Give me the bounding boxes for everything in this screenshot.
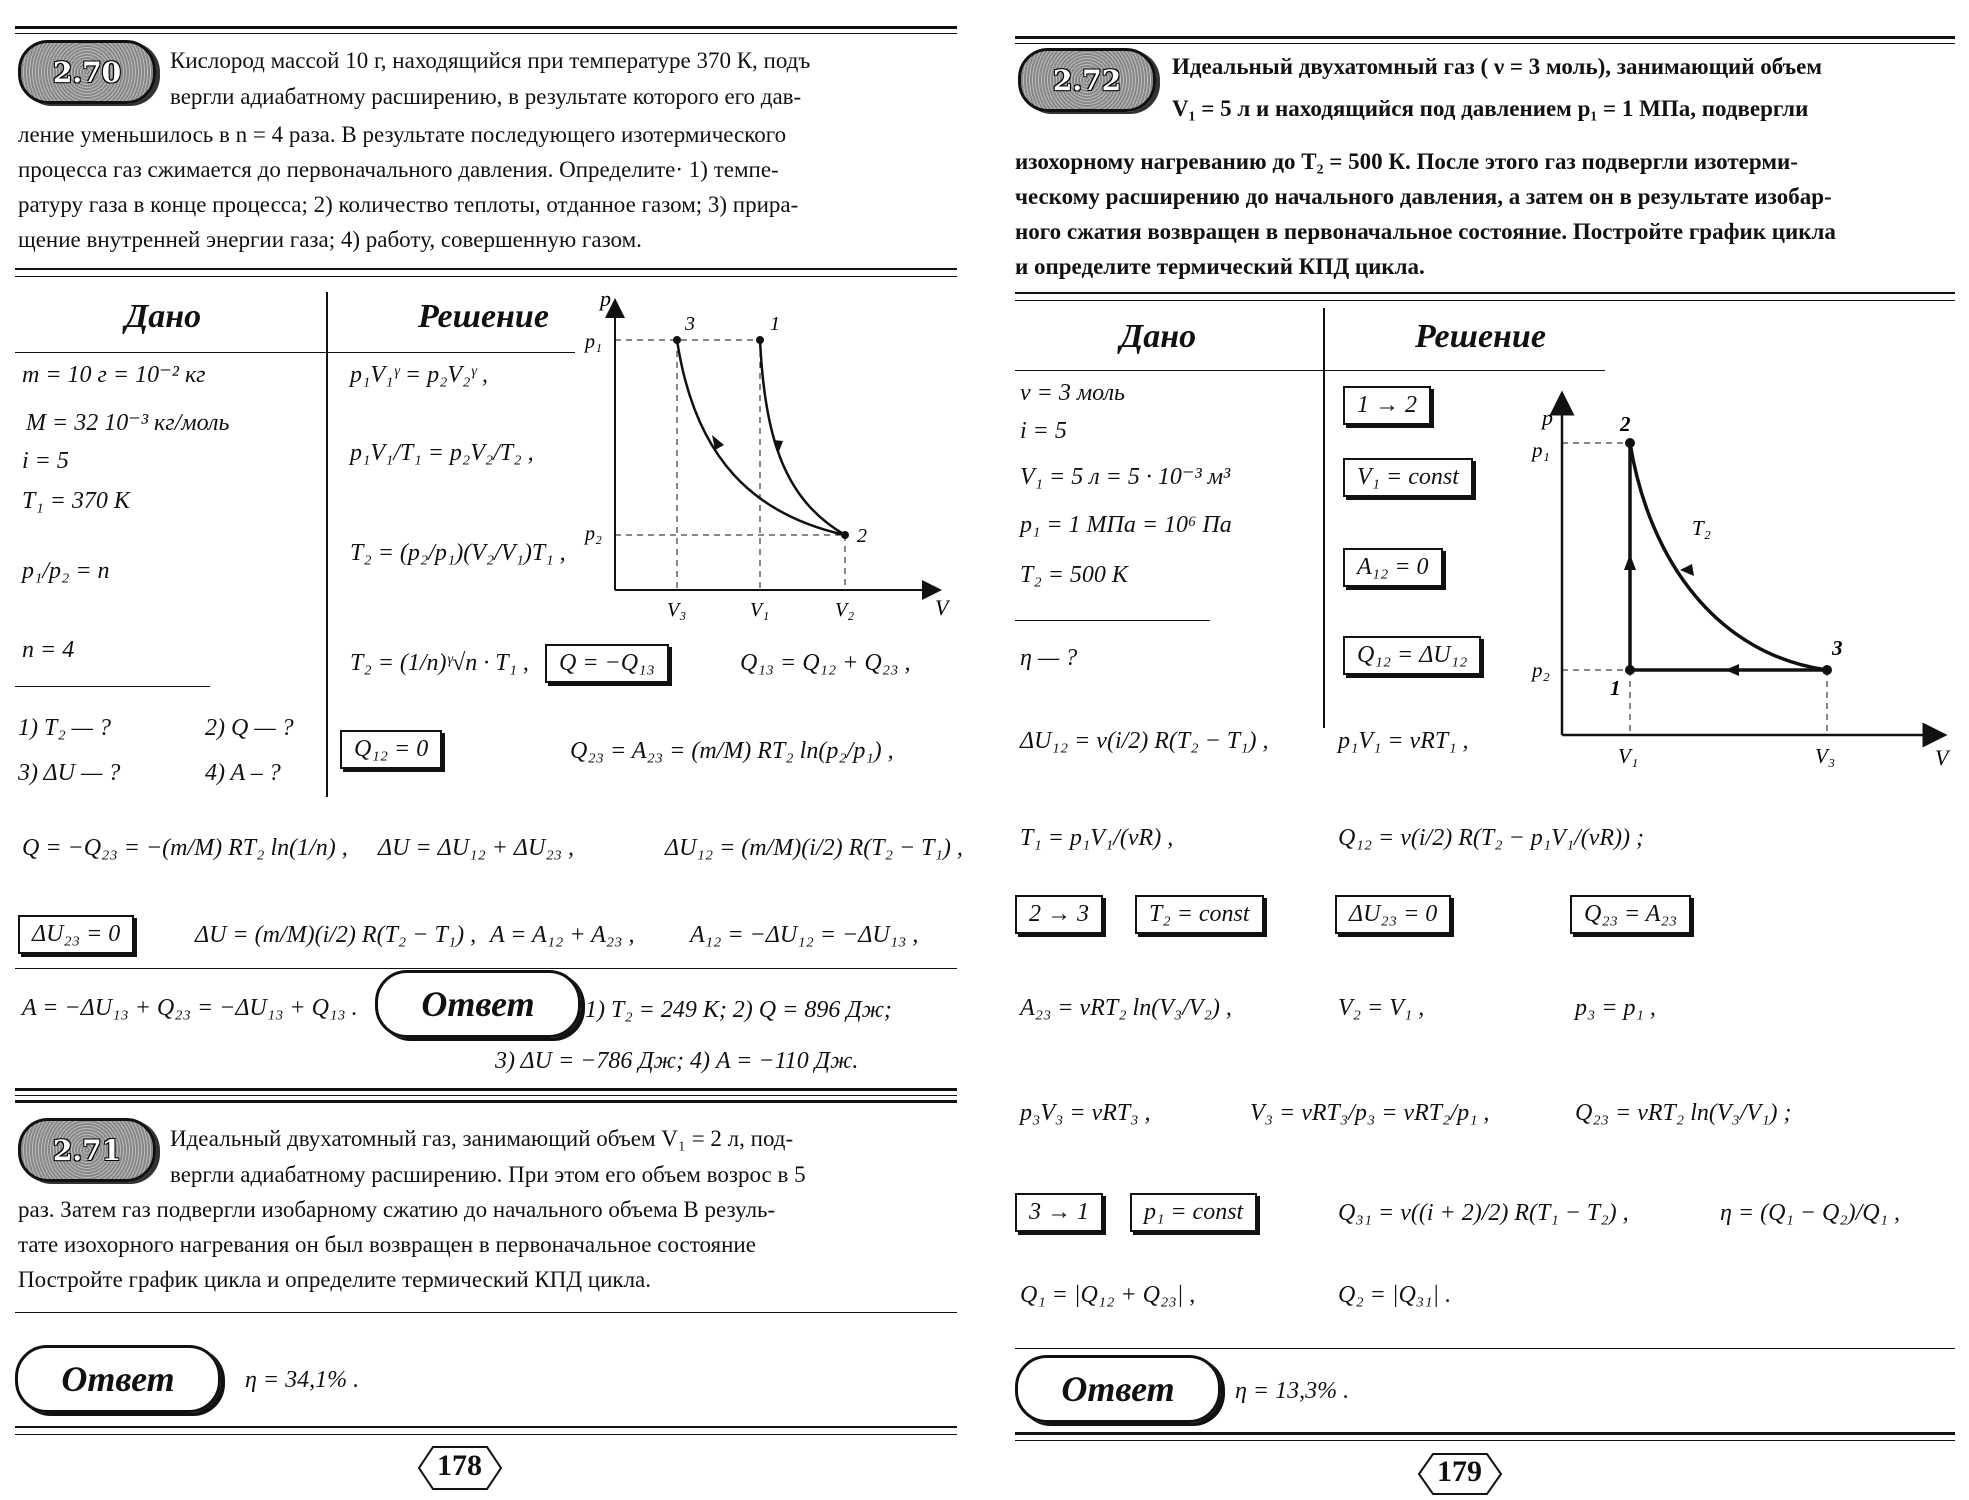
- tick-v1: V₁: [1618, 744, 1639, 768]
- answer-label: Ответ: [15, 1345, 221, 1413]
- find-eta: η — ?: [1020, 645, 1078, 671]
- problem-text-line: ческому расширению до начального давления, а затем он в результате изобар-: [1015, 184, 1832, 209]
- axis-label-v: V: [1935, 745, 1949, 770]
- tick-p1: p₁: [585, 331, 602, 353]
- point-label-1: 1: [770, 313, 780, 335]
- equation: Q₂ = |Q₃₁| .: [1338, 1282, 1452, 1308]
- pv-diagram-cycle: [1520, 385, 1960, 770]
- boxed-equation: Q₁₂ = 0: [340, 730, 442, 769]
- equation: A₂₃ = νRT₂ ln(V₃/V₂) ,: [1020, 995, 1232, 1021]
- equation: T₂ = (p₂/p₁)(V₂/V₁)T₁ ,: [350, 540, 566, 566]
- problem-number-badge: 2.72: [1018, 48, 1156, 112]
- equation: V₂ = V₁ ,: [1338, 995, 1425, 1021]
- given-nu: ν = 3 моль: [1020, 380, 1125, 406]
- problem-text-line: щение внутренней энергии газа; 4) работу, совершенную газом.: [18, 227, 642, 252]
- boxed-condition: p₁ = const: [1130, 1193, 1257, 1232]
- given-n: n = 4: [22, 637, 75, 663]
- find-t2: 1) T₂ — ?: [18, 715, 112, 741]
- dano-header: Дано: [1120, 318, 1197, 355]
- answer-value: η = 13,3% .: [1235, 1378, 1350, 1404]
- tick-v2: V₂: [835, 599, 855, 621]
- find-a: 4) A – ?: [205, 760, 281, 786]
- tick-p2: p₂: [585, 523, 602, 545]
- page-number: 178: [415, 1445, 505, 1491]
- equation: ΔU = ΔU₁₂ + ΔU₂₃ ,: [378, 835, 575, 861]
- equation: p₁V₁/T₁ = p₂V₂/T₂ ,: [350, 440, 534, 466]
- equation: Q₁₂ = ν(i/2) R(T₂ − p₁V₁/(νR)) ;: [1338, 825, 1645, 851]
- equation: T₁ = p₁V₁/(νR) ,: [1020, 825, 1174, 851]
- problem-text-line: и определите термический КПД цикла.: [1015, 254, 1425, 279]
- reshenie-header: Решение: [418, 298, 549, 335]
- equation: A = −ΔU₁₃ + Q₂₃ = −ΔU₁₃ + Q₁₃ .: [22, 995, 358, 1021]
- boxed-equation: Q = −Q₁₃: [545, 644, 669, 683]
- page-179: [1000, 0, 1969, 1500]
- problem-text-line: V₁ = 5 л и находящийся под давлением p₁ = 1 МПа, подвергли: [1172, 96, 1809, 121]
- problem-text-line: ного сжатия возвращен в первоначальное состояние. Постройте график цикла: [1015, 219, 1836, 244]
- problem-text-line: Идеальный двухатомный газ ( ν = 3 моль), занимающий объем: [1172, 54, 1822, 79]
- point-label-1: 1: [1610, 676, 1621, 700]
- given-molar-mass: M = 32 10⁻³ кг/моль: [26, 410, 230, 436]
- tick-p1: p₁: [1532, 438, 1550, 462]
- boxed-condition: V₁ = const: [1343, 458, 1473, 497]
- equation: ΔU₁₂ = (m/M)(i/2) R(T₂ − T₁) ,: [665, 835, 963, 861]
- reshenie-header: Решение: [1415, 318, 1546, 355]
- page-178: [0, 0, 984, 1500]
- equation: Q₃₁ = ν((i + 2)/2) R(T₁ − T₂) ,: [1338, 1200, 1629, 1226]
- boxed-process: 2 → 3: [1015, 895, 1103, 934]
- problem-text-line: изохорному нагреванию до T₂ = 500 К. После этого газ подвергли изотерми-: [1015, 149, 1798, 174]
- equation: A = A₁₂ + A₂₃ ,: [490, 922, 635, 948]
- equation: Q₁₃ = Q₁₂ + Q₂₃ ,: [740, 650, 911, 676]
- curve-label-t2: T₂: [1692, 516, 1711, 540]
- problem-text-line: Кислород массой 10 г, находящийся при температуре 370 К, подъ: [170, 48, 811, 73]
- given-t2: T₂ = 500 К: [1020, 562, 1128, 588]
- find-du: 3) ΔU — ?: [18, 760, 121, 786]
- tick-v3: V₃: [1815, 744, 1836, 768]
- tick-p2: p₂: [1532, 658, 1550, 682]
- answer-label: Ответ: [1015, 1355, 1221, 1423]
- problem-text-line: ратуру газа в конце процесса; 2) количество теплоты, отданное газом; 3) прира-: [18, 192, 799, 217]
- problem-text-line: процесса газ сжимается до первоначального давления. Определите· 1) темпе-: [18, 157, 779, 182]
- equation: p₁V₁ = νRT₁ ,: [1338, 728, 1469, 754]
- equation: Q₂₃ = A₂₃ = (m/M) RT₂ ln(p₂/p₁) ,: [570, 738, 894, 764]
- equation: Q₂₃ = νRT₂ ln(V₃/V₁) ;: [1575, 1100, 1792, 1126]
- boxed-condition: Q₂₃ = A₂₃: [1570, 895, 1691, 934]
- equation: ΔU₁₂ = ν(i/2) R(T₂ − T₁) ,: [1020, 728, 1269, 754]
- given-v1: V₁ = 5 л = 5 · 10⁻³ м³: [1020, 464, 1231, 490]
- boxed-condition: Q₁₂ = ΔU₁₂: [1343, 636, 1481, 675]
- answer-value: η = 34,1% .: [245, 1367, 360, 1393]
- axis-label-p: p: [1542, 405, 1553, 430]
- point-label-3: 3: [685, 313, 695, 335]
- given-p1: p₁ = 1 МПа = 10⁶ Па: [1020, 512, 1232, 538]
- point-label-2: 2: [1620, 412, 1631, 436]
- given-t1: T₁ = 370 К: [22, 488, 130, 514]
- problem-text-line: тате изохорного нагревания он был возвращен в первоначальное состояние: [18, 1232, 756, 1257]
- given-i: i = 5: [22, 448, 69, 474]
- problem-text-line: вергли адиабатному расширению, в результате которого его дав-: [170, 84, 802, 109]
- axis-label-v: V: [935, 595, 949, 620]
- answer-line: 3) ΔU = −786 Дж; 4) A = −110 Дж.: [495, 1048, 859, 1074]
- problem-text-line: Постройте график цикла и определите термический КПД цикла.: [18, 1267, 652, 1292]
- find-q: 2) Q — ?: [205, 715, 294, 741]
- equation: Q = −Q₂₃ = −(m/M) RT₂ ln(1/n) ,: [22, 835, 348, 861]
- problem-text-line: вергли адиабатному расширению. При этом его объем возрос в 5: [170, 1162, 806, 1187]
- point-label-3: 3: [1832, 636, 1843, 660]
- dano-header: Дано: [125, 298, 202, 335]
- given-ratio: p₁/p₂ = n: [22, 558, 110, 584]
- boxed-equation: ΔU₂₃ = 0: [18, 915, 134, 954]
- answer-label: Ответ: [375, 970, 581, 1038]
- boxed-condition: T₂ = const: [1135, 895, 1264, 934]
- equation: Q₁ = |Q₁₂ + Q₂₃| ,: [1020, 1282, 1196, 1308]
- given-i: i = 5: [1020, 418, 1067, 444]
- point-label-2: 2: [857, 525, 867, 547]
- problem-text-line: раз. Затем газ подвергли изобарному сжатию до начального объема В резуль-: [18, 1197, 776, 1222]
- tick-v3: V₃: [667, 599, 687, 621]
- pv-diagram-adiabat-isotherm: [575, 290, 950, 625]
- equation: T₂ = (1/n)ᵞ√n · T₁ ,: [350, 650, 529, 676]
- problem-text-line: ление уменьшилось в n = 4 раза. В результате последующего изотермического: [18, 122, 787, 147]
- equation: V₃ = νRT₃/p₃ = νRT₂/p₁ ,: [1250, 1100, 1490, 1126]
- tick-v1: V₁: [750, 599, 770, 621]
- boxed-process: 3 → 1: [1015, 1193, 1103, 1232]
- problem-number-badge: 2.71: [18, 1118, 156, 1182]
- equation: p₃ = p₁ ,: [1575, 995, 1656, 1021]
- isotherm-curve: [1630, 443, 1827, 670]
- problem-number-badge: 2.70: [18, 40, 156, 104]
- equation: A₁₂ = −ΔU₁₂ = −ΔU₁₃ ,: [690, 922, 919, 948]
- equation: p₁V₁ᵞ = p₂V₂ᵞ ,: [350, 362, 488, 388]
- given-mass: m = 10 г = 10⁻² кг: [22, 362, 206, 388]
- equation: ΔU = (m/M)(i/2) R(T₂ − T₁) ,: [195, 922, 477, 948]
- boxed-condition: ΔU₂₃ = 0: [1335, 895, 1451, 934]
- equation: η = (Q₁ − Q₂)/Q₁ ,: [1720, 1200, 1900, 1226]
- problem-text-line: Идеальный двухатомный газ, занимающий объем V₁ = 2 л, под-: [170, 1126, 794, 1151]
- answer-line: 1) T₂ = 249 К; 2) Q = 896 Дж;: [585, 997, 892, 1023]
- page-number: 179: [1415, 1452, 1505, 1496]
- boxed-condition: A₁₂ = 0: [1343, 548, 1443, 587]
- equation: p₃V₃ = νRT₃ ,: [1020, 1100, 1151, 1126]
- axis-label-p: p: [600, 290, 611, 311]
- boxed-process: 1 → 2: [1343, 386, 1431, 425]
